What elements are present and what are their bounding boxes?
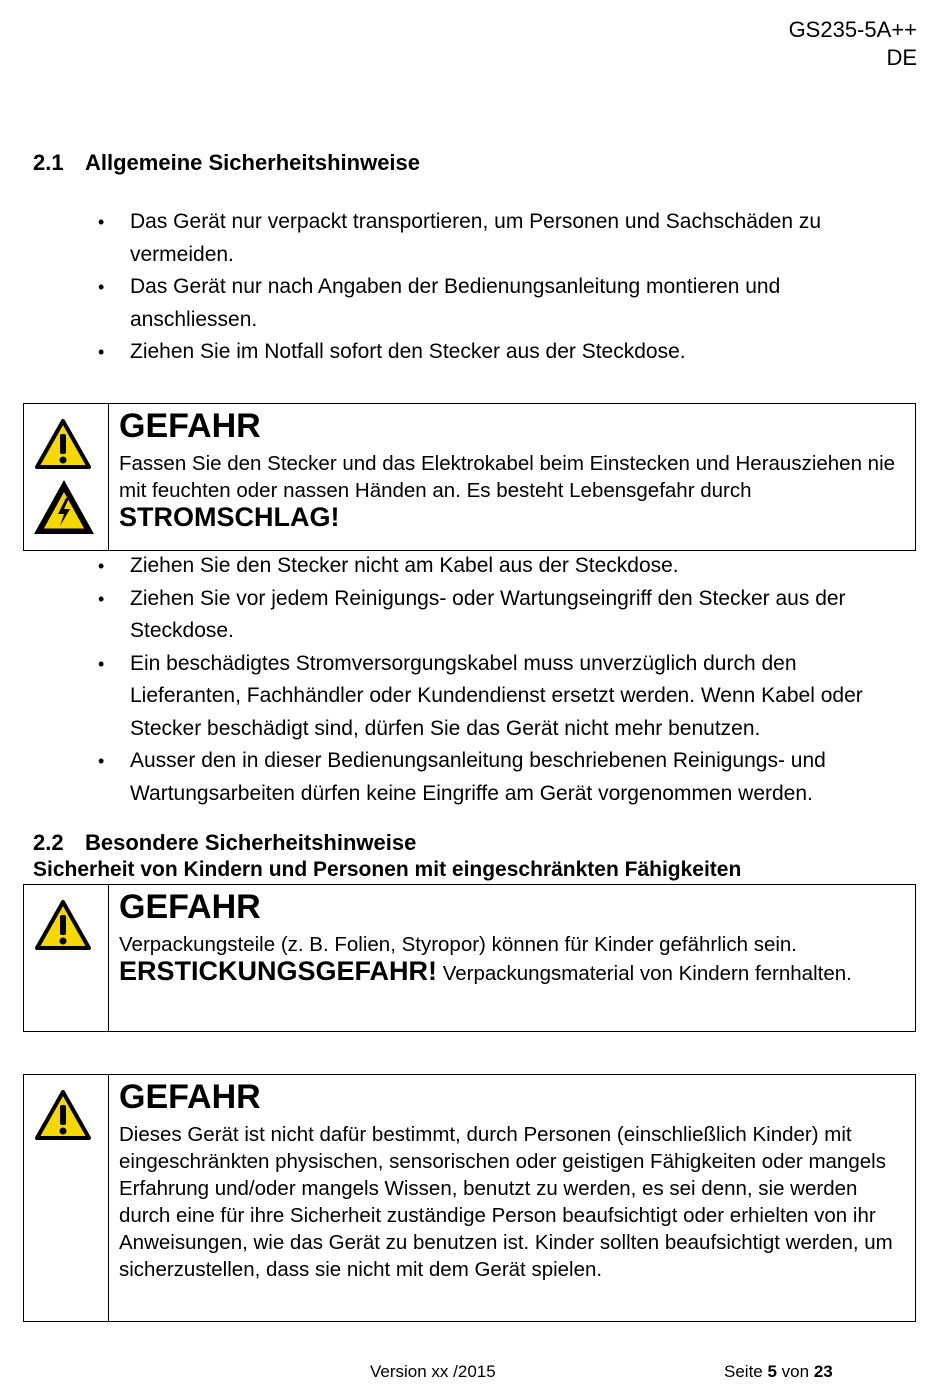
danger-box-electric (23, 403, 916, 551)
danger-text-after: Verpackungsmaterial von Kindern fernhalten. (437, 962, 852, 985)
warning-triangle-icon (34, 899, 92, 951)
electric-shock-icon (32, 478, 96, 536)
danger-title: GEFAHR (119, 888, 261, 926)
language-code: DE (886, 45, 917, 70)
warning-icon-column (24, 1075, 109, 1321)
page-prefix: Seite (724, 1362, 768, 1381)
danger-title: GEFAHR (119, 1078, 261, 1116)
warning-triangle-icon (34, 418, 92, 470)
danger-title: GEFAHR (119, 407, 261, 445)
list-item: • Ziehen Sie den Stecker nicht am Kabel aus der Steckdose. (0, 550, 900, 583)
warning-icon-column (24, 404, 109, 550)
page-total: 23 (813, 1362, 833, 1381)
section-title: Allgemeine Sicherheitshinweise (85, 150, 421, 175)
list-item: • Ausser den in dieser Bedienungsanleitung beschriebenen Reinigungs- und Wartungsarbeiten dürfen keine Eingriffe am Gerät vorgenommen werden. (0, 745, 900, 810)
danger-text (119, 931, 905, 987)
danger-emphasis: STROMSCHLAG! (119, 502, 340, 532)
danger-box-content (109, 404, 915, 550)
list-item: • Das Gerät nur verpackt transportieren, um Personen und Sachschäden zu vermeiden. (0, 206, 900, 271)
footer-page-number (724, 1362, 833, 1382)
section-number: 2.2 (33, 830, 64, 855)
danger-box-content (109, 1075, 915, 1321)
bullet-list-general-b (0, 550, 900, 810)
document-header (789, 16, 917, 72)
list-item: • Ziehen Sie vor jedem Reinigungs- oder Wartungseingriff den Stecker aus der Steckdose. (0, 583, 900, 648)
footer-version: Version xx /2015 (370, 1362, 496, 1381)
danger-box-suffocation (23, 884, 916, 1032)
danger-text-body: Fassen Sie den Stecker und das Elektrokabel beim Einstecken und Herausziehen nie mit feuchten oder nassen Händen an. Es besteht Lebensgefahr durch (119, 452, 896, 502)
bullet-list-general-a (0, 206, 900, 369)
list-item: • Das Gerät nur nach Angaben der Bedienungsanleitung montieren und anschliessen. (0, 271, 900, 336)
list-item: • Ziehen Sie im Notfall sofort den Stecker aus der Steckdose. (0, 336, 900, 369)
danger-box-persons (23, 1074, 916, 1322)
section-title: Besondere Sicherheitshinweise (85, 830, 417, 855)
section-subtitle: Sicherheit von Kindern und Personen mit eingeschränkten Fähigkeiten (33, 858, 742, 881)
danger-text-before: Verpackungsteile (z. B. Folien, Styropor) können für Kinder gefährlich sein. (119, 933, 797, 956)
section-heading-2-2 (33, 830, 416, 856)
page-separator: von (776, 1362, 814, 1381)
danger-box-content (109, 885, 915, 1031)
list-item: • Ein beschädigtes Stromversorgungskabel muss unverzüglich durch den Lieferanten, Fachhändler oder Kundendienst ersetzt werden. Wenn Kabel oder Stecker beschädigt sind, dürfen Sie das Gerät nicht mehr benutzen. (0, 648, 900, 746)
danger-text: Dieses Gerät ist nicht dafür bestimmt, durch Personen (einschließlich Kinder) mit eingeschränkten physischen, sensorischen oder geistigen Fähigkeiten oder mangels Erfahrung und/oder mangels Wissen, benutzt zu werden, es sei denn, sie werden durch eine für ihre Sicherheit zuständige Person beaufsichtigt oder erhielten von ihr Anweisungen, wie das Gerät zu benutzen ist. Kinder sollten beaufsichtigt werden, um sicherzustellen, dass sie nicht mit dem Gerät spielen. (119, 1123, 893, 1281)
warning-triangle-icon (34, 1089, 92, 1141)
section-heading-2-1 (33, 150, 420, 176)
section-number: 2.1 (33, 150, 64, 175)
model-number: GS235-5A++ (788, 17, 917, 42)
danger-text (119, 450, 905, 533)
page-current: 5 (767, 1362, 777, 1381)
danger-emphasis: ERSTICKUNGSGEFAHR! (119, 956, 438, 986)
warning-icon-column (24, 885, 109, 1031)
